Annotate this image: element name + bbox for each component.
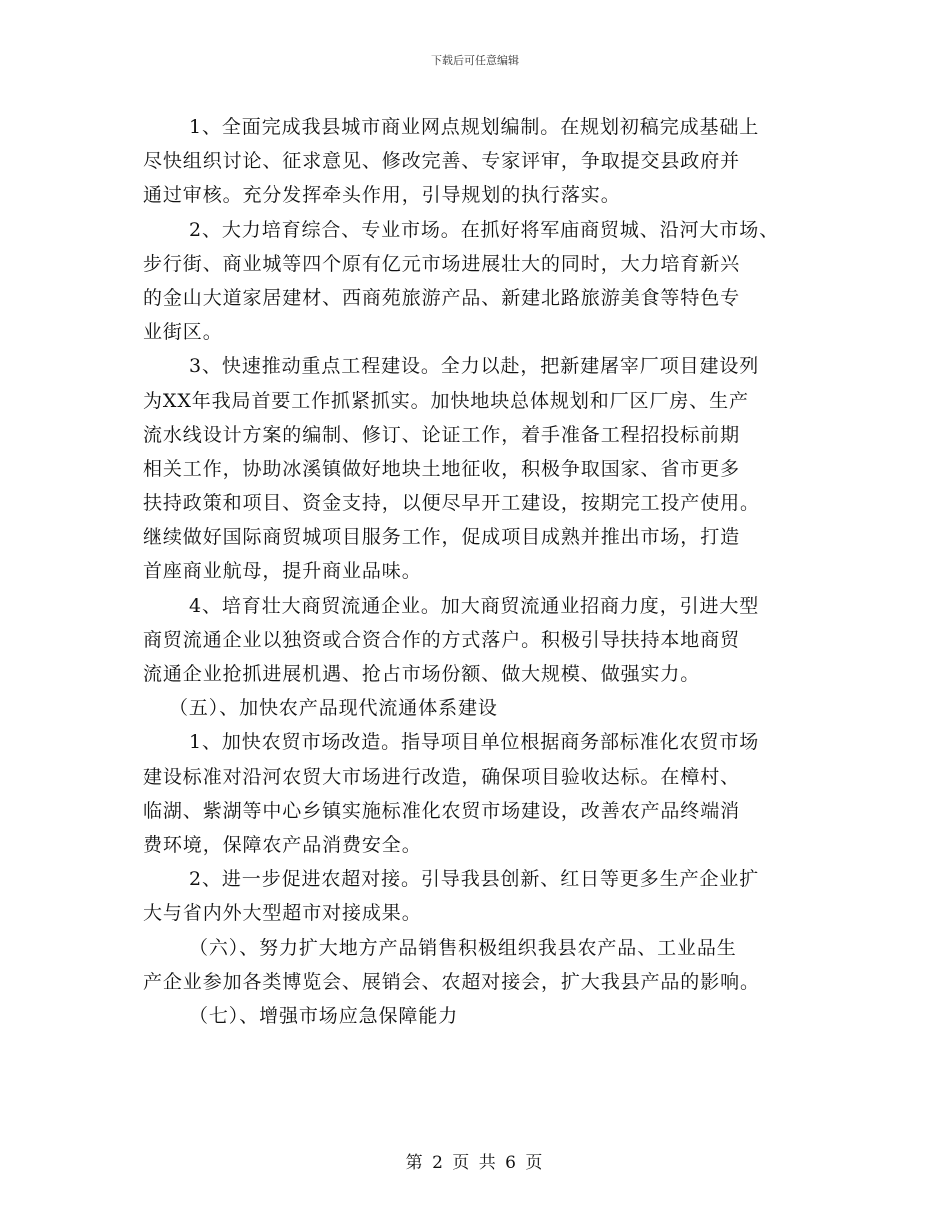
- text-line: 商贸流通企业以独资或合资合作的方式落户。积极引导扶持本地商贸: [143, 628, 741, 651]
- text-line: 2、大力培育综合、专业市场。在抓好将军庙商贸城、沿河大市场、: [189, 218, 780, 241]
- text-line: （七）、增强市场应急保障能力: [189, 1004, 459, 1027]
- page-header: 下载后可任意编辑: [431, 54, 519, 67]
- text-line: 流通企业抢抓进展机遇、抢占市场份额、做大规模、做强实力。: [143, 663, 701, 685]
- text-line: 4、培育壮大商贸流通企业。加大商贸流通业招商力度，引进大型: [189, 594, 760, 617]
- text-line: 扶持政策和项目、资金支持，以便尽早开工建设，按期完工投产使用。: [143, 492, 760, 515]
- text-line: 通过审核。充分发挥牵头作用，引导规划的执行落实。: [143, 184, 621, 207]
- text-line: 大与省内外大型超市对接成果。: [143, 902, 422, 925]
- text-line: 相关工作，协助冰溪镇做好地块土地征收，积极争取国家、省市更多: [143, 457, 741, 480]
- text-line: 1、加快农贸市场改造。指导项目单位根据商务部标准化农贸市场: [189, 731, 760, 754]
- text-line: 流水线设计方案的编制、修订、论证工作，着手准备工程招投标前期: [143, 423, 741, 446]
- text-line: 2、进一步促进农超对接。引导我县创新、红日等更多生产企业扩: [189, 868, 760, 891]
- text-line: 1、全面完成我县城市商业网点规划编制。在规划初稿完成基础上: [189, 116, 760, 138]
- text-line: 尽快组织讨论、征求意见、修改完善、专家评审，争取提交县政府并: [143, 150, 741, 173]
- text-line: 3、快速推动重点工程建设。全力以赴，把新建屠宰厂项目建设列: [189, 355, 760, 378]
- text-line: 业街区。: [143, 321, 223, 344]
- text-line: （五）、加快农产品现代流通体系建设: [169, 697, 498, 720]
- page-footer: 第 2 页 共 6 页: [405, 1153, 545, 1173]
- text-line: 首座商业航母，提升商业品味。: [143, 560, 422, 583]
- text-line: 为XX年我局首要工作抓紧抓实。加快地块总体规划和厂区厂房、生产: [143, 389, 749, 412]
- text-line: 临湖、紫湖等中心乡镇实施标准化农贸市场建设，改善农产品终端消: [143, 799, 741, 822]
- text-line: 继续做好国际商贸城项目服务工作，促成项目成熟并推出市场，打造: [143, 526, 741, 549]
- text-line: （六）、努力扩大地方产品销售积极组织我县农产品、工业品生: [189, 936, 737, 959]
- text-line: 费环境，保障农产品消费安全。: [143, 833, 422, 856]
- text-line: 产企业参加各类博览会、展销会、农超对接会，扩大我县产品的影响。: [143, 970, 760, 993]
- document-body: [143, 110, 813, 1033]
- text-line: 的金山大道家居建材、西商苑旅游产品、新建北路旅游美食等特色专: [143, 286, 741, 309]
- text-line: 步行街、商业城等四个原有亿元市场进展壮大的同时，大力培育新兴: [143, 252, 741, 275]
- text-line: 建设标准对沿河农贸大市场进行改造，确保项目验收达标。在樟村、: [143, 765, 741, 788]
